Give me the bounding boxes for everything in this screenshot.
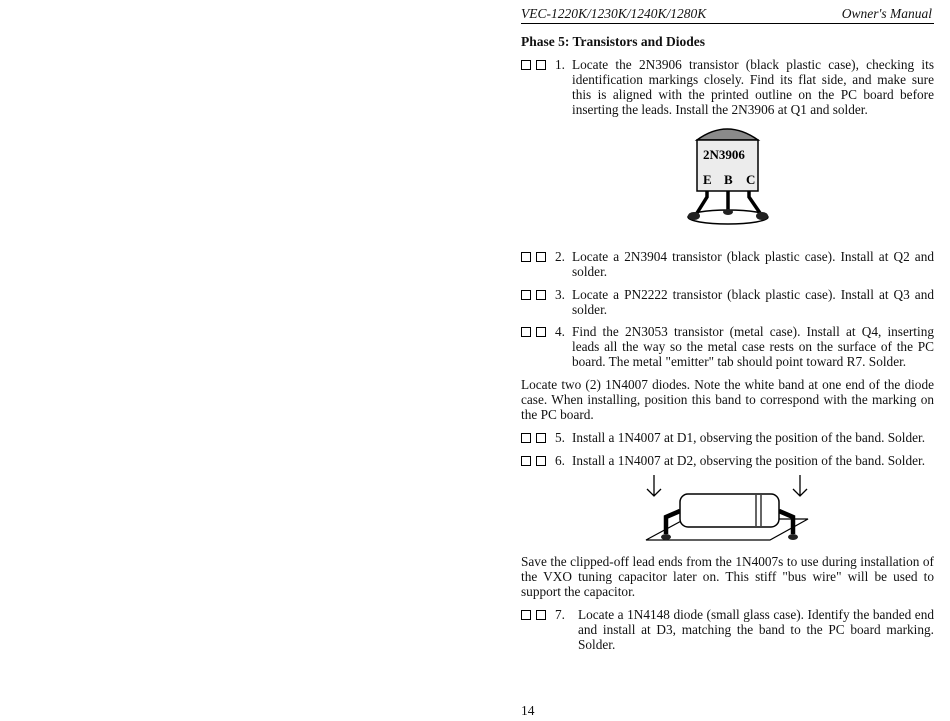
step-number: 4. bbox=[555, 324, 565, 339]
diodes-intro-paragraph: Locate two (2) 1N4007 diodes. Note the white band at one end of the diode case. When installing, position this band to correspond with the marking on the PC board. bbox=[521, 377, 934, 422]
checkbox[interactable] bbox=[521, 610, 531, 620]
step-4-checkboxes[interactable] bbox=[521, 325, 551, 340]
checkbox[interactable] bbox=[536, 252, 546, 262]
checkbox[interactable] bbox=[521, 290, 531, 300]
header-manual-text: Owner's Manual bbox=[841, 6, 932, 21]
step-3-checkboxes[interactable] bbox=[521, 288, 551, 303]
solder-pad-c bbox=[756, 212, 768, 220]
transistor-part-label: 2N3906 bbox=[703, 147, 745, 162]
step-1 bbox=[521, 57, 934, 117]
step-number: 2. bbox=[555, 249, 565, 264]
step-7 bbox=[521, 607, 934, 652]
step-6-checkboxes[interactable] bbox=[521, 454, 551, 469]
header-model-text: VEC-1220K/1230K/1240K/1280K bbox=[521, 6, 707, 21]
page-number: 14 bbox=[521, 703, 535, 718]
diode-body bbox=[680, 494, 779, 527]
transistor-top-cap bbox=[697, 129, 758, 140]
step-text: Locate a PN2222 transistor (black plastic case). Install at Q3 and solder. bbox=[572, 287, 934, 317]
step-number: 1. bbox=[555, 57, 565, 72]
solder-pad-b bbox=[723, 209, 733, 215]
step-text: Find the 2N3053 transistor (metal case). Install at Q4, inserting leads all the way so the metal case rests on the surface of the PC board. The metal "emitter" tab should point toward R7. Solder. bbox=[572, 324, 934, 369]
lead-e bbox=[697, 191, 707, 213]
lead-ends-paragraph: Save the clipped-off lead ends from the 1N4007s to use during installation of the VXO tuning capacitor later on. This stiff "bus wire" will be used to support the capacitor. bbox=[521, 554, 934, 599]
step-3 bbox=[521, 287, 934, 317]
step-1-checkboxes[interactable] bbox=[521, 58, 551, 73]
checkbox[interactable] bbox=[536, 433, 546, 443]
step-text: Install a 1N4007 at D1, observing the position of the band. Solder. bbox=[572, 430, 926, 445]
left-arrow-icon bbox=[647, 475, 661, 496]
checkbox[interactable] bbox=[536, 610, 546, 620]
solder-pad-e bbox=[688, 212, 700, 220]
checkbox[interactable] bbox=[521, 433, 531, 443]
step-text: Install a 1N4007 at D2, observing the position of the band. Solder. bbox=[572, 453, 926, 468]
step-5 bbox=[521, 430, 934, 445]
solder-pad-right bbox=[788, 534, 798, 540]
checkbox[interactable] bbox=[521, 327, 531, 337]
right-arrow-icon bbox=[793, 475, 807, 496]
step-number: 5. bbox=[555, 430, 565, 445]
pin-c-label: C bbox=[746, 172, 756, 187]
step-text: Locate a 2N3904 transistor (black plastic case). Install at Q2 and solder. bbox=[572, 249, 934, 279]
step-7-checkboxes[interactable] bbox=[521, 608, 551, 623]
step-2 bbox=[521, 249, 934, 279]
step-number: 3. bbox=[555, 287, 565, 302]
checkbox[interactable] bbox=[521, 252, 531, 262]
checkbox[interactable] bbox=[521, 456, 531, 466]
step-text: Locate the 2N3906 transistor (black plastic case), checking its identification markings closely. Find its flat side, and make sure this is aligned with the printed outline on the PC board before inserting the leads. Install the 2N3906 at Q1 and solder. bbox=[572, 57, 934, 117]
step-number: 7. bbox=[555, 607, 565, 622]
checkbox[interactable] bbox=[536, 290, 546, 300]
solder-pad-left bbox=[661, 534, 671, 540]
checkbox[interactable] bbox=[521, 60, 531, 70]
step-6 bbox=[521, 453, 934, 468]
step-5-checkboxes[interactable] bbox=[521, 431, 551, 446]
step-text: Locate a 1N4148 diode (small glass case). Identify the banded end and install at D3, matching the band to the PC board marking. Solder. bbox=[578, 607, 934, 652]
transistor-figure bbox=[680, 124, 780, 226]
page-header bbox=[521, 4, 934, 24]
section-title: Phase 5: Transistors and Diodes bbox=[521, 34, 706, 49]
step-number: 6. bbox=[555, 453, 565, 468]
step-4 bbox=[521, 324, 934, 369]
checkbox[interactable] bbox=[536, 456, 546, 466]
step-2-checkboxes[interactable] bbox=[521, 250, 551, 265]
lead-c bbox=[749, 191, 760, 213]
pin-b-label: B bbox=[724, 172, 733, 187]
checkbox[interactable] bbox=[536, 60, 546, 70]
diode-figure bbox=[640, 474, 815, 546]
pin-e-label: E bbox=[703, 172, 712, 187]
checkbox[interactable] bbox=[536, 327, 546, 337]
